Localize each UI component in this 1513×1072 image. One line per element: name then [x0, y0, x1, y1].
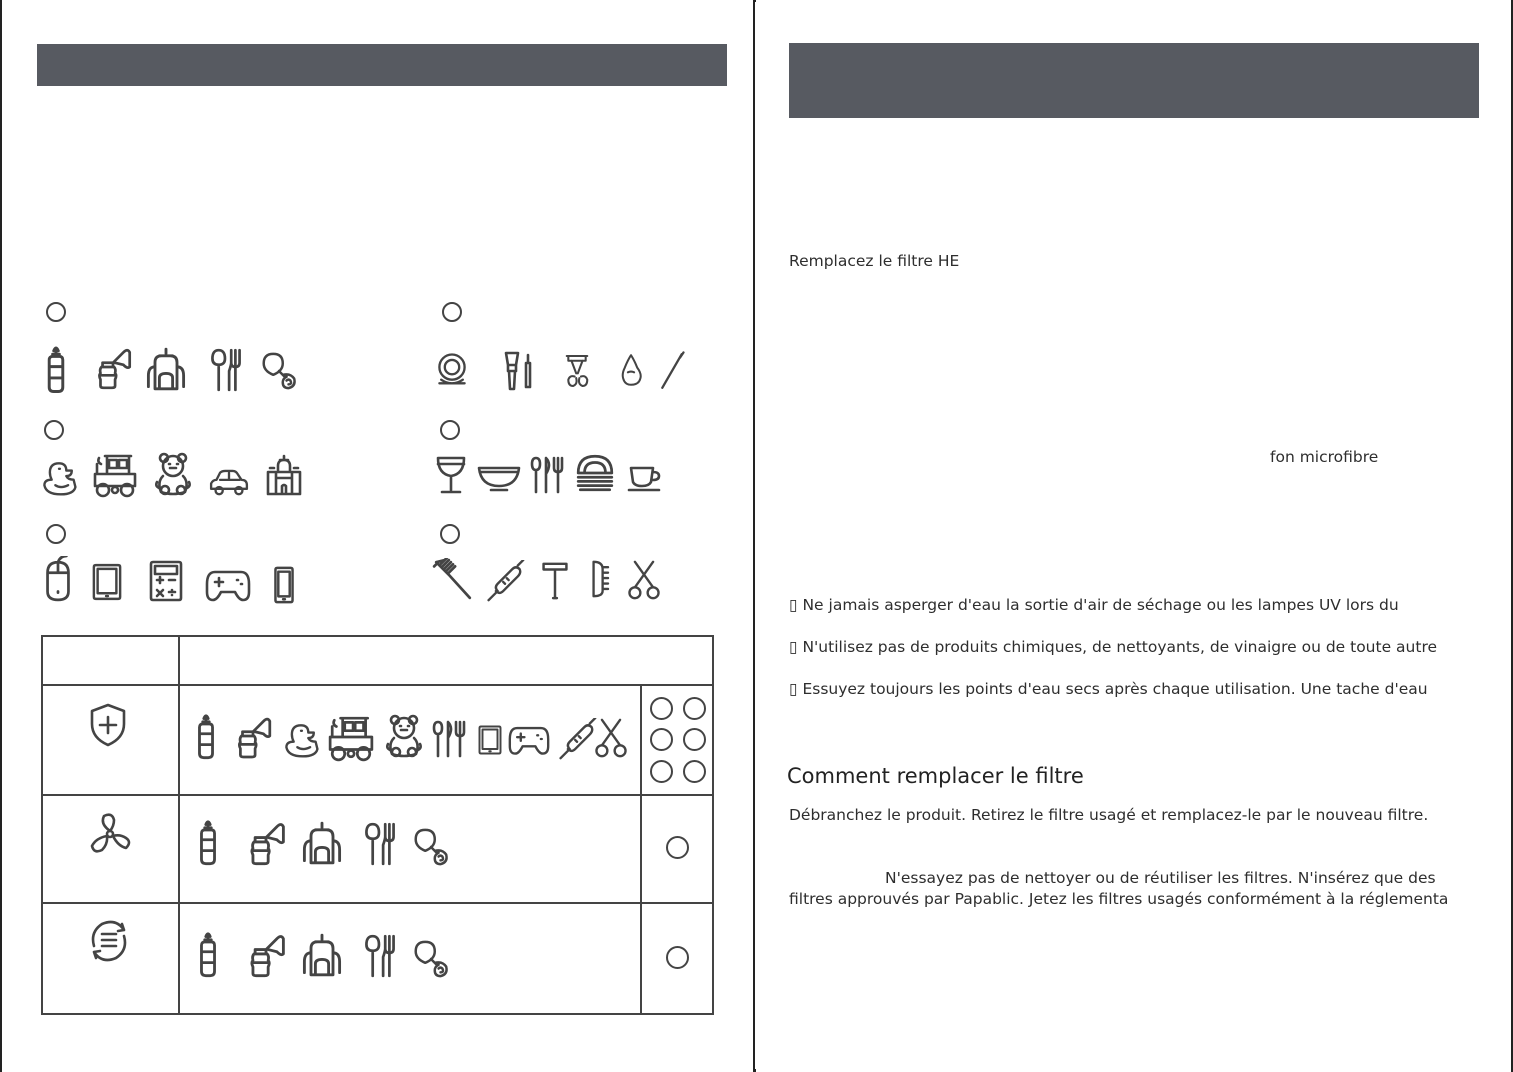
spoon-fork-icon	[358, 932, 402, 980]
note-text: N'essayez pas de nettoyer ou de réutiliser les filtres. N'insérez que des	[885, 869, 1436, 887]
warning-line: ▯ Essuyez toujours les points d'eau secs après chaque utilisation. Une tache d'eau	[789, 680, 1428, 698]
spoon-fork-icon	[205, 346, 247, 394]
table-divider	[41, 794, 714, 796]
eyelash-curler-icon	[562, 348, 592, 394]
rubber-duck-icon	[38, 456, 80, 498]
makeup-brush-icon	[498, 348, 534, 394]
pacifier-icon	[410, 938, 450, 980]
phone-icon	[272, 566, 296, 604]
cycle-list-icon	[86, 918, 132, 964]
applicator-icon	[657, 350, 687, 392]
section-heading: Comment remplacer le filtre	[787, 764, 1084, 788]
bullet-circle	[666, 836, 689, 859]
sippy-cup-icon	[300, 930, 344, 980]
plates-stack-icon	[574, 452, 616, 494]
bottle-icon	[192, 930, 224, 980]
scissors-icon	[626, 560, 662, 600]
breast-pump-icon	[232, 712, 274, 762]
toy-castle-icon	[262, 452, 306, 498]
bullet-circle	[442, 302, 462, 322]
sippy-cup-icon	[300, 818, 344, 868]
header-bar-left	[37, 44, 727, 86]
makeup-sponge-icon	[617, 350, 645, 390]
sippy-cup-icon	[144, 344, 188, 394]
teddy-bear-icon	[152, 452, 194, 498]
table-divider	[41, 684, 714, 686]
bullet-circle	[440, 524, 460, 544]
bullet-circle	[46, 524, 66, 544]
toy-train-icon	[88, 452, 142, 498]
bottle-icon	[38, 344, 74, 396]
pacifier-icon	[410, 826, 450, 868]
note-text: filtres approuvés par Papablic. Jetez les filtres usagés conformément à la réglementa	[789, 890, 1449, 908]
tablet-icon	[92, 562, 122, 602]
table-divider	[640, 684, 642, 1015]
bullet-circle	[683, 697, 706, 720]
table-divider	[41, 902, 714, 904]
shield-plus-icon	[88, 702, 128, 748]
wine-glass-icon	[434, 454, 468, 494]
bottle-icon	[190, 712, 222, 762]
scissors-icon	[594, 718, 628, 758]
bullet-circle	[683, 728, 706, 751]
bullet-circle	[650, 697, 673, 720]
bullet-circle	[650, 728, 673, 751]
gamepad-icon	[204, 566, 252, 602]
electric-toothbrush-icon	[556, 718, 598, 760]
table-divider	[178, 635, 180, 1015]
cup-icon	[626, 458, 664, 494]
breast-pump-icon	[92, 344, 134, 392]
warning-line: ▯ Ne jamais asperger d'eau la sortie d'air de séchage ou les lampes UV lors du	[789, 596, 1399, 614]
header-bar-right	[789, 43, 1479, 118]
microfiber-text: fon microfibre	[1270, 448, 1379, 466]
fan-icon	[86, 812, 134, 856]
comb-icon	[586, 560, 612, 598]
bullet-circle	[46, 302, 66, 322]
compact-mirror-icon	[434, 346, 470, 390]
rubber-duck-icon	[282, 718, 320, 760]
calculator-icon	[148, 560, 184, 602]
bottle-icon	[192, 818, 224, 868]
teddy-bear-icon	[384, 714, 424, 760]
toy-car-icon	[205, 462, 253, 496]
toy-train-icon	[324, 714, 378, 762]
tablet-icon	[478, 722, 502, 758]
razor-icon	[540, 560, 570, 600]
page-right	[756, 0, 1513, 1072]
breast-pump-icon	[244, 818, 288, 868]
pacifier-icon	[258, 350, 298, 392]
bullet-circle	[44, 420, 64, 440]
spoon-fork-icon	[358, 820, 402, 868]
gamepad-icon	[508, 722, 550, 756]
mouse-icon	[40, 556, 76, 602]
bowl-icon	[476, 458, 522, 492]
warning-line: ▯ N'utilisez pas de produits chimiques, de nettoyants, de vinaigre ou de toute autre	[789, 638, 1438, 656]
toothbrush-icon	[432, 558, 474, 602]
cutlery-icon	[530, 454, 566, 496]
bullet-circle	[666, 946, 689, 969]
cutlery-icon	[432, 718, 468, 760]
step-text: Débranchez le produit. Retirez le filtre usagé et remplacez-le par le nouveau filtre.	[789, 806, 1429, 824]
bullet-circle	[440, 420, 460, 440]
bullet-circle	[650, 760, 673, 783]
filter-replace-text: Remplacez le filtre HE	[789, 252, 960, 270]
breast-pump-icon	[244, 930, 288, 980]
electric-toothbrush-icon	[484, 560, 526, 602]
bullet-circle	[683, 760, 706, 783]
